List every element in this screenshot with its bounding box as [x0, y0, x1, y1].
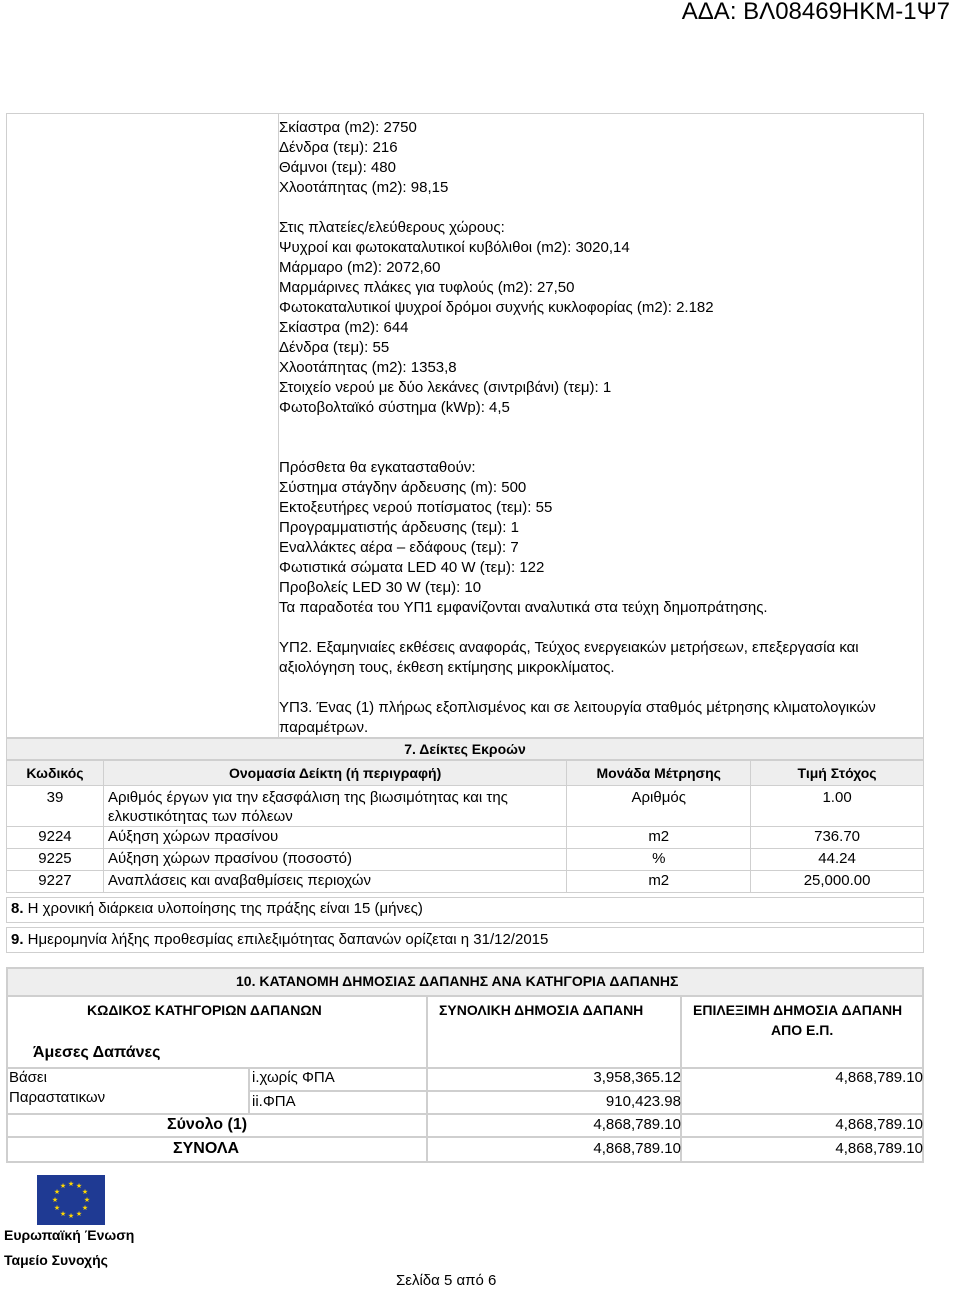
line: Φωτιστικά σώματα LED 40 W (τεμ): 122: [279, 559, 545, 576]
row-i-total: 3,958,365.12: [593, 1069, 681, 1086]
line: Στοιχείο νερού με δύο λεκάνες (σιντριβάνι) (τεμ): 1: [279, 379, 612, 396]
svg-text:★: ★: [81, 1188, 89, 1196]
cohesion-fund-label: Ταμείο Συνοχής: [4, 1252, 108, 1268]
line: Προγραμματιστής άρδευσης (τεμ): 1: [279, 519, 519, 536]
line: Σύστημα στάγδην άρδευσης (m): 500: [279, 479, 527, 496]
totals-label: ΣΥΝΟΛΑ: [173, 1140, 240, 1157]
base-label: Βάσει: [9, 1069, 47, 1086]
row-ii-total: 910,423.98: [605, 1093, 681, 1110]
sum1-eligible: 4,868,789.10: [835, 1116, 923, 1133]
line: Εναλλάκτες αέρα – εδάφους (τεμ): 7: [279, 539, 519, 556]
svg-text:★: ★: [51, 1196, 59, 1204]
col-target-header: Τιμή Στόχος: [751, 761, 924, 786]
line: Σκίαστρα (m2): 2750: [279, 119, 417, 136]
line: Μάρμαρο (m2): 2072,60: [279, 259, 441, 276]
table-row: 9227 Αναπλάσεις και αναβαθμίσεις περιοχών m2 25,000.00: [7, 871, 924, 893]
line: Φωτοκαταλυτικοί ψυχροί δρόμοι συχνής κυκλοφορίας (m2): 2.182: [279, 299, 714, 316]
line: Προβολείς LED 30 W (τεμ): 10: [279, 579, 482, 596]
svg-text:★: ★: [53, 1204, 61, 1212]
col-unit-header: Μονάδα Μέτρησης: [567, 761, 751, 786]
sum1-total: 4,868,789.10: [593, 1116, 681, 1133]
table-row: 9225 Αύξηση χώρων πρασίνου (ποσοστό) % 44.24: [7, 849, 924, 871]
svg-text:★: ★: [81, 1204, 89, 1212]
indicators-table: [6, 760, 924, 893]
svg-text:★: ★: [67, 1212, 75, 1220]
col-eligible-public-header-line2: ΑΠΟ Ε.Π.: [771, 1022, 834, 1038]
yp3-text: ΥΠ3. Ένας (1) πλήρως εξοπλισμένος και σε λειτουργία σταθμός μέτρησης κλιματολογικών παραμέτρων.: [279, 699, 876, 736]
svg-text:★: ★: [75, 1182, 83, 1190]
totals-eligible: 4,868,789.10: [835, 1140, 923, 1157]
line: Στις πλατείες/ελεύθερους χώρους:: [279, 219, 505, 236]
svg-text:★: ★: [75, 1210, 83, 1218]
line: Μαρμάρινες πλάκες για τυφλούς (m2): 27,50: [279, 279, 575, 296]
page-number: Σελίδα 5 από 6: [396, 1272, 497, 1289]
svg-text:★: ★: [59, 1210, 67, 1218]
direct-expenses-label: Άμεσες Δαπάνες: [33, 1044, 161, 1061]
row-i-eligible: 4,868,789.10: [835, 1069, 923, 1086]
line: Εκτοξευτήρες νερού ποτίσματος (τεμ): 55: [279, 499, 553, 516]
additional-title: Πρόσθετα θα εγκατασταθούν:: [279, 459, 476, 476]
col-eligible-public-header: ΕΠΙΛΕΞΙΜΗ ΔΗΜΟΣΙΑ ΔΑΠΑΝΗ: [693, 1002, 903, 1018]
line: Χλοοτάπητας (m2): 98,15: [279, 179, 449, 196]
totals-total: 4,868,789.10: [593, 1140, 681, 1157]
svg-text:★: ★: [83, 1196, 91, 1204]
ada-code: ΑΔΑ: ΒΛ08469ΗΚΜ-1Ψ7: [681, 0, 950, 25]
section8-duration: 8. Η χρονική διάρκεια υλοποίησης της πράξης είναι 15 (μήνες): [6, 897, 924, 923]
project-description: [279, 118, 919, 738]
line: Σκίαστρα (m2): 644: [279, 319, 409, 336]
row-i-label: i.χωρίς ΦΠΑ: [252, 1069, 335, 1086]
line: Δένδρα (τεμ): 55: [279, 339, 390, 356]
col-total-public-header: ΣΥΝΟΛΙΚΗ ΔΗΜΟΣΙΑ ΔΑΠΑΝΗ: [439, 1002, 644, 1018]
col-name-header: Ονομασία Δείκτη (ή περιγραφή): [103, 761, 566, 786]
svg-text:★: ★: [59, 1182, 67, 1190]
line: Χλοοτάπητας (m2): 1353,8: [279, 359, 457, 376]
line: Δένδρα (τεμ): 216: [279, 139, 398, 156]
table-row: 39 Αριθμός έργων για την εξασφάλιση της βιωσιμότητας και της ελκυστικότητας των πόλεων Αριθμός 1.00: [7, 786, 924, 827]
line: Θάμνοι (τεμ): 480: [279, 159, 396, 176]
line: Ψυχροί και φωτοκαταλυτικοί κυβόλιθοι (m2): 3020,14: [279, 239, 630, 256]
line: Φωτοβολταϊκό σύστημα (kWp): 4,5: [279, 399, 510, 416]
eu-label: Ευρωπαϊκή Ένωση: [4, 1227, 135, 1243]
col-code-header: Κωδικός: [7, 761, 104, 786]
svg-text:★: ★: [53, 1188, 61, 1196]
line: Τα παραδοτέα του ΥΠ1 εμφανίζονται αναλυτικά στα τεύχη δημοπράτησης.: [279, 599, 768, 616]
eu-flag-icon: [37, 1175, 105, 1225]
section10-expense-table: [6, 967, 924, 1163]
base-label-line2: Παραστατικων: [9, 1089, 106, 1106]
col-category-code-header: ΚΩΔΙΚΟΣ ΚΑΤΗΓΟΡΙΩΝ ΔΑΠΑΝΩΝ: [87, 1002, 322, 1018]
section7-title: 7. Δείκτες Εκροών: [6, 738, 924, 760]
sum1-label: Σύνολο (1): [167, 1116, 248, 1133]
row-ii-label: ii.ΦΠΑ: [252, 1093, 296, 1110]
section10-title: 10. ΚΑΤΑΝΟΜΗ ΔΗΜΟΣΙΑΣ ΔΑΠΑΝΗΣ ΑΝΑ ΚΑΤΗΓΟΡΙΑ ΔΑΠΑΝΗΣ: [236, 973, 679, 989]
section9-deadline: 9. Ημερομηνία λήξης προθεσμίας επιλεξιμότητας δαπανών ορίζεται η 31/12/2015: [6, 927, 924, 953]
svg-text:★: ★: [67, 1180, 75, 1188]
yp2-text: ΥΠ2. Εξαμηνιαίες εκθέσεις αναφοράς, Τεύχος ενεργειακών μετρήσεων, επεξεργασία και αξιολόγηση τους, έκθεση εκτίμησης μικροκλίματος.: [279, 639, 859, 676]
table-row: 9224 Αύξηση χώρων πρασίνου m2 736.70: [7, 827, 924, 849]
